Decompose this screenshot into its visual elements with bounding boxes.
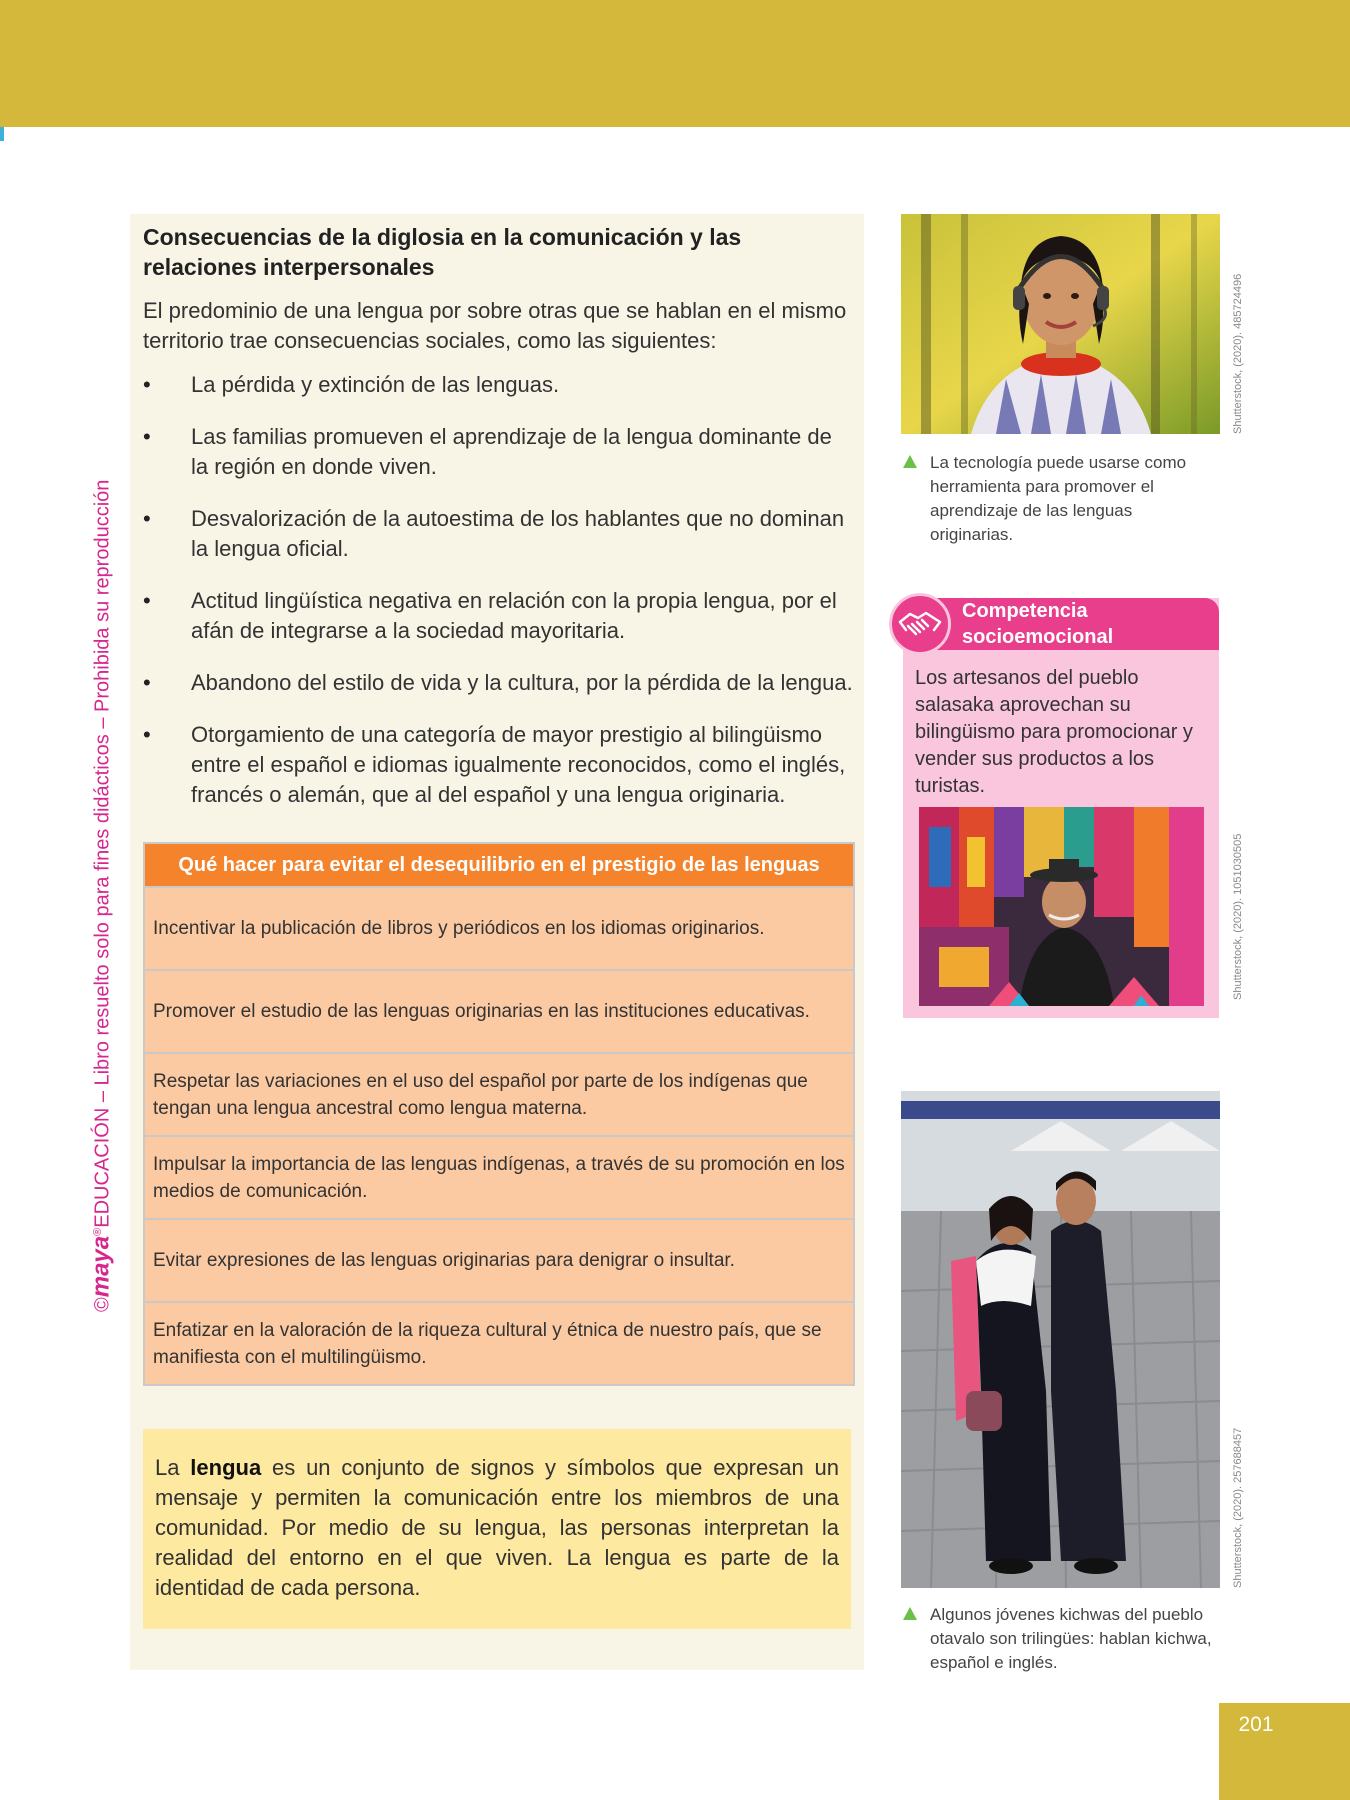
intro-paragraph: El predominio de una lengua por sobre otras que se hablan en el mismo territorio trae consecuencias sociales, como las siguientes: [143,298,847,353]
definition-term: lengua [190,1455,262,1480]
photo-artisan-market-image [919,807,1204,1006]
competencia-title: Competencia socioemocional [962,600,1114,648]
handshake-icon [889,593,951,655]
page-number: 201 [1238,1713,1274,1736]
top-band-accent [0,127,4,141]
copyright-symbol: © [91,1297,114,1312]
table-row: Respetar las variaciones en el uso del español por parte de los indígenas que tengan una lengua ancestral como lengua materna. [145,1052,853,1135]
handshake-icon-graphic [892,596,948,652]
list-item: • Abandono del estilo de vida y la cultura, por la pérdida de la lengua. [143,668,855,698]
photo-caption [903,451,1213,547]
watermark-text: EDUCACIÓN – Libro resuelto solo para fines didácticos – Prohibida su reproducción [91,479,114,1228]
list-item: • Desvalorización de la autoestima de los hablantes que no dominan la lengua oficial. [143,504,855,564]
photo-kichwa-women-image [901,1091,1220,1588]
prestige-actions-table [143,842,855,1386]
photo-caption [903,1603,1223,1675]
copyright-watermark [78,479,118,1312]
caption-text: Algunos jóvenes kichwas del pueblo otavalo son trilingües: hablan kichwa, español e inglés. [930,1605,1212,1672]
table-row: Incentivar la publicación de libros y periódicos en los idiomas originarios. [145,886,853,969]
definition-body: es un conjunto de signos y símbolos que expresan un mensaje y permiten la comunicación entre los miembros de una comunidad. Por medio de su lengua, las personas interpretan la realidad del entorno en el que viven. La lengua es parte de la identidad de cada persona. [155,1455,839,1600]
photo-credit: Shutterstock, (2020). 485724496 [1232,273,1244,434]
caption-text: La tecnología puede usarse como herramienta para promover el aprendizaje de las lenguas originarias. [930,453,1187,544]
list-item: • Las familias promueven el aprendizaje de la lengua dominante de la región en donde viven. [143,422,855,482]
photo-credit: Shutterstock, (2020). 1051030505 [1232,833,1244,1000]
top-color-band [0,0,1350,127]
section-heading: Consecuencias de la diglosia en la comunicación y las relaciones interpersonales [143,224,742,280]
competencia-text: Los artesanos del pueblo salasaka aprovechan su bilingüismo para promocionar y vender sus productos a los turistas. [915,667,1193,797]
table-row: Enfatizar en la valoración de la riqueza cultural y étnica de nuestro país, que se manifiesta con el multilingüismo. [145,1301,853,1384]
brand-logo-text: maya [87,1235,115,1298]
table-row: Impulsar la importancia de las lenguas indígenas, a través de su promoción en los medios de comunicación. [145,1135,853,1218]
photo-credit: Shutterstock, (2020). 257688457 [1232,1427,1244,1588]
photo-woman-headset [901,214,1220,434]
photo-kichwa-women [901,1091,1220,1588]
registered-mark: ® [92,1227,104,1236]
list-item: • Actitud lingüística negativa en relación con la propia lengua, por el afán de integrarse a la sociedad mayoritaria. [143,586,855,646]
table-header: Qué hacer para evitar el desequilibrio en el prestigio de las lenguas [145,844,853,886]
table-row: Evitar expresiones de las lenguas originarias para denigrar o insultar. [145,1218,853,1301]
list-item: • Otorgamiento de una categoría de mayor prestigio al bilingüismo entre el español e idiomas igualmente reconocidos, como el inglés, francés o alemán, que al del español y una lengua originaria. [143,720,855,810]
consequences-list [143,370,855,810]
caption-triangle-icon [903,1607,917,1620]
definition-prefix: La [155,1455,191,1480]
photo-woman-headset-image [901,214,1220,434]
list-item: • La pérdida y extinción de las lenguas. [143,370,855,400]
caption-triangle-icon [903,455,917,468]
table-row: Promover el estudio de las lenguas originarias en las instituciones educativas. [145,969,853,1052]
photo-artisan-market [919,807,1204,1006]
definition-box [143,1429,851,1629]
